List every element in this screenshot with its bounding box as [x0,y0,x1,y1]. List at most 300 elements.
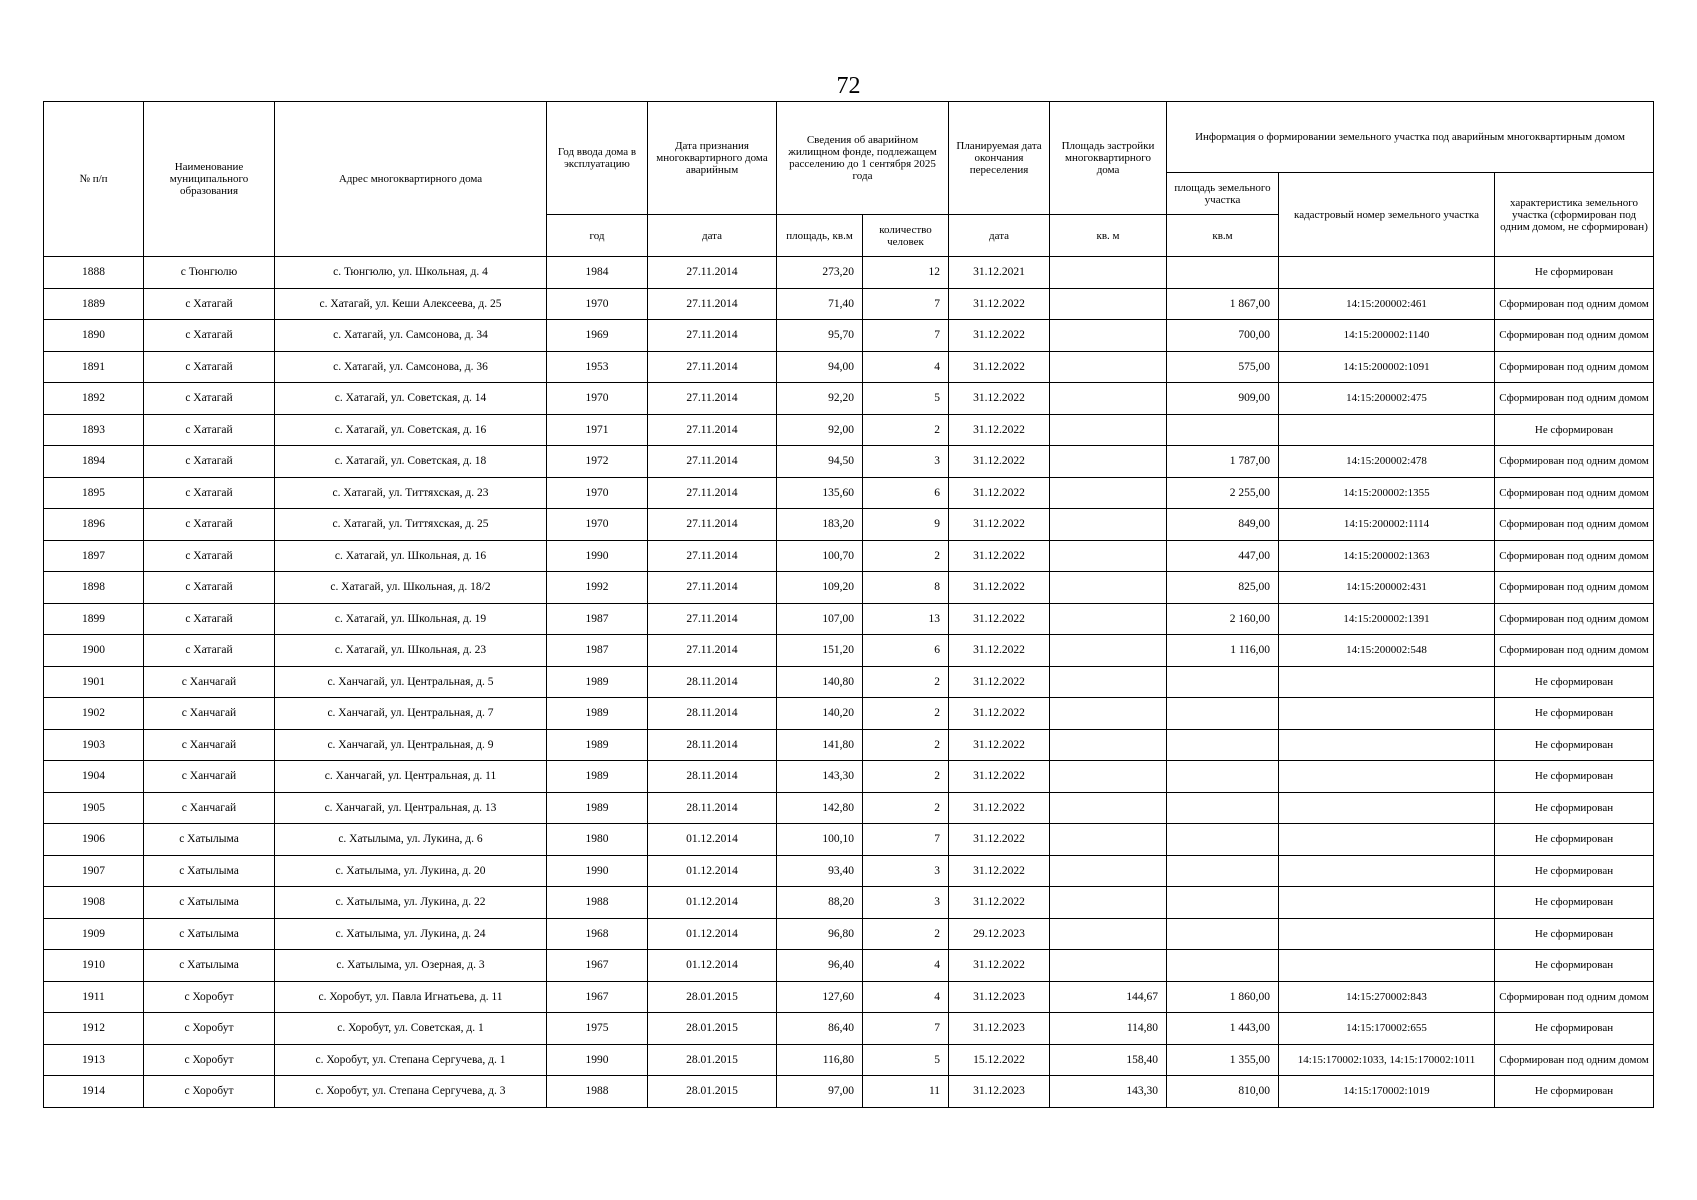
cell-row-number: 1895 [44,477,144,509]
table-row [44,1044,1654,1076]
cell-year: 1953 [547,351,648,383]
unit-people: количество человек [863,215,949,257]
header-fund-info: Сведения об аварийном жилищном фонде, подлежащем расселению до 1 сентября 2025 года [777,102,949,215]
header-no: № п/п [44,102,144,257]
cell-address: с. Ханчагай, ул. Центральная, д. 5 [275,666,547,698]
cell-land-characteristic: Сформирован под одним домом [1495,288,1654,320]
cell-area: 92,20 [777,383,863,415]
cell-year: 1987 [547,635,648,667]
cell-year: 1972 [547,446,648,478]
cell-land-characteristic: Сформирован под одним домом [1495,320,1654,352]
table-row [44,477,1654,509]
cell-land-area [1167,918,1279,950]
cell-municipality: с Хоробут [144,1044,275,1076]
table-row [44,635,1654,667]
cell-people-count: 2 [863,666,949,698]
cell-building-area [1050,383,1167,415]
cell-year: 1975 [547,1013,648,1045]
cell-planned-date: 31.12.2022 [949,824,1050,856]
cell-emergency-date: 27.11.2014 [648,540,777,572]
cell-municipality: с Хатагай [144,351,275,383]
cell-address: с. Хатагай, ул. Школьная, д. 23 [275,635,547,667]
cell-municipality: с Ханчагай [144,792,275,824]
cell-row-number: 1911 [44,981,144,1013]
cell-row-number: 1914 [44,1076,144,1108]
cell-year: 1988 [547,1076,648,1108]
cell-land-area: 2 255,00 [1167,477,1279,509]
cell-emergency-date: 27.11.2014 [648,509,777,541]
header-building-area: Площадь застройки многоквартирного дома [1050,102,1167,215]
cell-building-area: 144,67 [1050,981,1167,1013]
table-row [44,824,1654,856]
cell-building-area [1050,477,1167,509]
cell-year: 1967 [547,950,648,982]
header-planned-date: Планируемая дата окончания переселения [949,102,1050,215]
header-cadastral: кадастровый номер земельного участка [1279,173,1495,257]
cell-row-number: 1902 [44,698,144,730]
cell-year: 1990 [547,540,648,572]
table-row [44,351,1654,383]
cell-cadastral-number [1279,666,1495,698]
cell-emergency-date: 27.11.2014 [648,477,777,509]
cell-building-area [1050,509,1167,541]
cell-year: 1970 [547,288,648,320]
cell-municipality: с Хатагай [144,288,275,320]
cell-year: 1984 [547,257,648,289]
cell-building-area [1050,698,1167,730]
cell-year: 1989 [547,698,648,730]
cell-land-characteristic: Сформирован под одним домом [1495,477,1654,509]
cell-year: 1989 [547,729,648,761]
cell-year: 1968 [547,918,648,950]
cell-emergency-date: 28.01.2015 [648,981,777,1013]
cell-year: 1990 [547,1044,648,1076]
cell-row-number: 1904 [44,761,144,793]
cell-land-area: 2 160,00 [1167,603,1279,635]
cell-cadastral-number: 14:15:200002:431 [1279,572,1495,604]
cell-people-count: 2 [863,761,949,793]
cell-people-count: 2 [863,792,949,824]
cell-planned-date: 29.12.2023 [949,918,1050,950]
cell-cadastral-number: 14:15:200002:475 [1279,383,1495,415]
cell-planned-date: 31.12.2022 [949,414,1050,446]
cell-building-area [1050,351,1167,383]
cell-building-area [1050,635,1167,667]
cell-building-area [1050,855,1167,887]
cell-land-characteristic: Сформирован под одним домом [1495,1044,1654,1076]
cell-land-area: 1 860,00 [1167,981,1279,1013]
cell-land-characteristic: Не сформирован [1495,729,1654,761]
cell-land-characteristic: Не сформирован [1495,824,1654,856]
cell-planned-date: 31.12.2023 [949,1013,1050,1045]
cell-land-characteristic: Не сформирован [1495,414,1654,446]
cell-municipality: с Тюнгюлю [144,257,275,289]
cell-row-number: 1910 [44,950,144,982]
cell-area: 95,70 [777,320,863,352]
cell-row-number: 1896 [44,509,144,541]
cell-municipality: с Ханчагай [144,666,275,698]
cell-address: с. Хатагай, ул. Советская, д. 14 [275,383,547,415]
cell-cadastral-number: 14:15:170002:1019 [1279,1076,1495,1108]
cell-area: 127,60 [777,981,863,1013]
cell-land-area [1167,414,1279,446]
cell-municipality: с Хоробут [144,1013,275,1045]
page-number: 72 [836,73,861,99]
cell-address: с. Хатагай, ул. Самсонова, д. 34 [275,320,547,352]
cell-cadastral-number [1279,918,1495,950]
cell-municipality: с Хатылыма [144,824,275,856]
cell-people-count: 3 [863,887,949,919]
table-row [44,950,1654,982]
cell-row-number: 1903 [44,729,144,761]
table-row [44,792,1654,824]
cell-land-characteristic: Не сформирован [1495,257,1654,289]
cell-emergency-date: 27.11.2014 [648,257,777,289]
cell-municipality: с Хатагай [144,572,275,604]
header-municipality: Наименование муниципального образования [144,102,275,257]
table-row [44,887,1654,919]
cell-row-number: 1899 [44,603,144,635]
cell-planned-date: 31.12.2022 [949,351,1050,383]
table-row [44,509,1654,541]
cell-people-count: 5 [863,383,949,415]
cell-cadastral-number: 14:15:200002:1363 [1279,540,1495,572]
unit-building-area: кв. м [1050,215,1167,257]
cell-cadastral-number [1279,824,1495,856]
cell-planned-date: 31.12.2022 [949,666,1050,698]
cell-address: с. Хатылыма, ул. Озерная, д. 3 [275,950,547,982]
table-row [44,729,1654,761]
cell-building-area [1050,666,1167,698]
cell-land-area [1167,666,1279,698]
cell-row-number: 1901 [44,666,144,698]
cell-building-area [1050,761,1167,793]
cell-emergency-date: 27.11.2014 [648,446,777,478]
cell-area: 96,40 [777,950,863,982]
cell-land-characteristic: Не сформирован [1495,950,1654,982]
cell-emergency-date: 27.11.2014 [648,351,777,383]
cell-year: 1969 [547,320,648,352]
cell-land-characteristic: Сформирован под одним домом [1495,540,1654,572]
header-characteristic: характеристика земельного участка (сформирован под одним домом, не сформирован) [1495,173,1654,257]
header-land-area: площадь земельного участка [1167,173,1279,215]
cell-building-area [1050,918,1167,950]
cell-land-characteristic: Не сформирован [1495,855,1654,887]
table-row [44,981,1654,1013]
cell-people-count: 6 [863,477,949,509]
cell-land-characteristic: Не сформирован [1495,887,1654,919]
cell-year: 1989 [547,761,648,793]
unit-year: год [547,215,648,257]
cell-planned-date: 31.12.2022 [949,320,1050,352]
table-row [44,698,1654,730]
cell-year: 1971 [547,414,648,446]
cell-cadastral-number: 14:15:170002:655 [1279,1013,1495,1045]
cell-land-area [1167,761,1279,793]
unit-planned-date: дата [949,215,1050,257]
cell-emergency-date: 28.11.2014 [648,729,777,761]
cell-area: 107,00 [777,603,863,635]
unit-land-area: кв.м [1167,215,1279,257]
cell-land-characteristic: Не сформирован [1495,918,1654,950]
cell-planned-date: 31.12.2023 [949,1076,1050,1108]
cell-row-number: 1889 [44,288,144,320]
cell-cadastral-number [1279,761,1495,793]
cell-area: 100,10 [777,824,863,856]
table-row [44,855,1654,887]
cell-building-area: 143,30 [1050,1076,1167,1108]
cell-address: с. Хатагай, ул. Титтяхская, д. 23 [275,477,547,509]
cell-area: 96,80 [777,918,863,950]
cell-address: с. Хоробут, ул. Степана Сергучева, д. 1 [275,1044,547,1076]
cell-land-characteristic: Сформирован под одним домом [1495,446,1654,478]
cell-area: 140,80 [777,666,863,698]
cell-address: с. Ханчагай, ул. Центральная, д. 9 [275,729,547,761]
cell-planned-date: 31.12.2022 [949,509,1050,541]
cell-row-number: 1898 [44,572,144,604]
cell-planned-date: 31.12.2022 [949,477,1050,509]
cell-row-number: 1892 [44,383,144,415]
table-row [44,918,1654,950]
table-row [44,572,1654,604]
cell-address: с. Хатылыма, ул. Лукина, д. 6 [275,824,547,856]
cell-address: с. Хатагай, ул. Титтяхская, д. 25 [275,509,547,541]
cell-people-count: 4 [863,351,949,383]
cell-municipality: с Хатагай [144,446,275,478]
cell-cadastral-number [1279,855,1495,887]
cell-area: 142,80 [777,792,863,824]
cell-municipality: с Хатагай [144,414,275,446]
cell-people-count: 13 [863,603,949,635]
cell-land-area [1167,887,1279,919]
cell-people-count: 12 [863,257,949,289]
cell-people-count: 9 [863,509,949,541]
cell-land-area: 1 116,00 [1167,635,1279,667]
cell-emergency-date: 27.11.2014 [648,572,777,604]
cell-building-area [1050,414,1167,446]
cell-address: с. Хоробут, ул. Павла Игнатьева, д. 11 [275,981,547,1013]
cell-row-number: 1891 [44,351,144,383]
cell-building-area [1050,792,1167,824]
cell-year: 1967 [547,981,648,1013]
table-row [44,257,1654,289]
cell-emergency-date: 28.11.2014 [648,666,777,698]
cell-municipality: с Хатагай [144,509,275,541]
cell-planned-date: 15.12.2022 [949,1044,1050,1076]
cell-municipality: с Ханчагай [144,729,275,761]
cell-planned-date: 31.12.2022 [949,603,1050,635]
cell-emergency-date: 28.01.2015 [648,1044,777,1076]
cell-emergency-date: 01.12.2014 [648,918,777,950]
cell-people-count: 2 [863,918,949,950]
cell-municipality: с Хатылыма [144,887,275,919]
cell-emergency-date: 28.11.2014 [648,792,777,824]
cell-cadastral-number [1279,257,1495,289]
unit-area: площадь, кв.м [777,215,863,257]
cell-land-area: 700,00 [1167,320,1279,352]
cell-land-area [1167,698,1279,730]
cell-planned-date: 31.12.2022 [949,572,1050,604]
cell-area: 97,00 [777,1076,863,1108]
cell-cadastral-number [1279,414,1495,446]
cell-people-count: 2 [863,698,949,730]
cell-address: с. Хатагай, ул. Советская, д. 18 [275,446,547,478]
cell-municipality: с Хатылыма [144,918,275,950]
cell-municipality: с Хатылыма [144,950,275,982]
header-land-info: Информация о формировании земельного участка под аварийным многоквартирным домом [1167,102,1654,173]
cell-land-area [1167,824,1279,856]
cell-emergency-date: 01.12.2014 [648,887,777,919]
cell-cadastral-number [1279,887,1495,919]
cell-planned-date: 31.12.2023 [949,981,1050,1013]
table-row [44,1076,1654,1108]
cell-year: 1992 [547,572,648,604]
cell-emergency-date: 01.12.2014 [648,824,777,856]
cell-municipality: с Ханчагай [144,698,275,730]
cell-people-count: 7 [863,824,949,856]
cell-planned-date: 31.12.2022 [949,446,1050,478]
cell-people-count: 8 [863,572,949,604]
cell-people-count: 3 [863,855,949,887]
cell-cadastral-number: 14:15:200002:461 [1279,288,1495,320]
cell-land-characteristic: Сформирован под одним домом [1495,981,1654,1013]
cell-land-area [1167,257,1279,289]
cell-people-count: 2 [863,414,949,446]
cell-address: с. Ханчагай, ул. Центральная, д. 7 [275,698,547,730]
cell-cadastral-number [1279,698,1495,730]
cell-row-number: 1912 [44,1013,144,1045]
cell-emergency-date: 28.01.2015 [648,1013,777,1045]
cell-area: 116,80 [777,1044,863,1076]
cell-area: 88,20 [777,887,863,919]
header-emergency-date: Дата признания многоквартирного дома аварийным [648,102,777,215]
cell-building-area [1050,288,1167,320]
cell-year: 1970 [547,383,648,415]
cell-planned-date: 31.12.2021 [949,257,1050,289]
cell-land-characteristic: Не сформирован [1495,666,1654,698]
cell-land-characteristic: Не сформирован [1495,698,1654,730]
cell-row-number: 1894 [44,446,144,478]
cell-area: 109,20 [777,572,863,604]
cell-area: 94,50 [777,446,863,478]
cell-cadastral-number: 14:15:200002:1114 [1279,509,1495,541]
cell-building-area [1050,887,1167,919]
cell-land-characteristic: Не сформирован [1495,1076,1654,1108]
cell-people-count: 6 [863,635,949,667]
cell-address: с. Хатылыма, ул. Лукина, д. 22 [275,887,547,919]
cell-land-characteristic: Не сформирован [1495,1013,1654,1045]
cell-cadastral-number: 14:15:200002:1140 [1279,320,1495,352]
cell-planned-date: 31.12.2022 [949,288,1050,320]
cell-address: с. Хатагай, ул. Школьная, д. 18/2 [275,572,547,604]
cell-planned-date: 31.12.2022 [949,635,1050,667]
cell-address: с. Тюнгюлю, ул. Школьная, д. 4 [275,257,547,289]
cell-cadastral-number: 14:15:200002:1091 [1279,351,1495,383]
cell-land-area: 1 355,00 [1167,1044,1279,1076]
cell-address: с. Хоробут, ул. Советская, д. 1 [275,1013,547,1045]
cell-area: 94,00 [777,351,863,383]
header-address: Адрес многоквартирного дома [275,102,547,257]
cell-emergency-date: 01.12.2014 [648,950,777,982]
cell-area: 143,30 [777,761,863,793]
cell-planned-date: 31.12.2022 [949,761,1050,793]
cell-row-number: 1888 [44,257,144,289]
table-row [44,446,1654,478]
cell-land-area: 575,00 [1167,351,1279,383]
cell-emergency-date: 27.11.2014 [648,288,777,320]
cell-building-area [1050,257,1167,289]
cell-area: 183,20 [777,509,863,541]
cell-land-area [1167,950,1279,982]
cell-cadastral-number [1279,729,1495,761]
cell-land-characteristic: Не сформирован [1495,761,1654,793]
cell-planned-date: 31.12.2022 [949,855,1050,887]
cell-land-characteristic: Сформирован под одним домом [1495,509,1654,541]
cell-year: 1990 [547,855,648,887]
cell-emergency-date: 28.11.2014 [648,698,777,730]
cell-address: с. Хоробут, ул. Степана Сергучева, д. 3 [275,1076,547,1108]
cell-row-number: 1909 [44,918,144,950]
cell-land-area: 1 867,00 [1167,288,1279,320]
cell-people-count: 4 [863,950,949,982]
cell-building-area [1050,603,1167,635]
cell-emergency-date: 27.11.2014 [648,383,777,415]
table-body [44,257,1654,1108]
cell-row-number: 1908 [44,887,144,919]
cell-municipality: с Хатагай [144,320,275,352]
unit-date: дата [648,215,777,257]
cell-municipality: с Хатагай [144,603,275,635]
cell-building-area [1050,540,1167,572]
cell-emergency-date: 27.11.2014 [648,320,777,352]
cell-year: 1970 [547,509,648,541]
cell-land-characteristic: Не сформирован [1495,792,1654,824]
cell-row-number: 1906 [44,824,144,856]
cell-people-count: 2 [863,540,949,572]
cell-year: 1987 [547,603,648,635]
cell-row-number: 1890 [44,320,144,352]
cell-emergency-date: 01.12.2014 [648,855,777,887]
cell-area: 135,60 [777,477,863,509]
cell-municipality: с Хатагай [144,383,275,415]
cell-cadastral-number: 14:15:200002:478 [1279,446,1495,478]
cell-cadastral-number: 14:15:200002:548 [1279,635,1495,667]
cell-land-area: 825,00 [1167,572,1279,604]
cell-land-area [1167,792,1279,824]
cell-municipality: с Хатагай [144,635,275,667]
cell-address: с. Хатагай, ул. Школьная, д. 16 [275,540,547,572]
cell-year: 1980 [547,824,648,856]
table-row [44,383,1654,415]
cell-people-count: 2 [863,729,949,761]
cell-building-area [1050,320,1167,352]
table-row [44,761,1654,793]
cell-municipality: с Хоробут [144,981,275,1013]
cell-cadastral-number: 14:15:170002:1033, 14:15:170002:1011 [1279,1044,1495,1076]
cell-land-characteristic: Сформирован под одним домом [1495,572,1654,604]
cell-municipality: с Хатагай [144,540,275,572]
cell-planned-date: 31.12.2022 [949,792,1050,824]
cell-area: 141,80 [777,729,863,761]
cell-cadastral-number: 14:15:200002:1355 [1279,477,1495,509]
cell-emergency-date: 28.11.2014 [648,761,777,793]
cell-land-area: 1 443,00 [1167,1013,1279,1045]
cell-land-area: 810,00 [1167,1076,1279,1108]
cell-building-area [1050,729,1167,761]
cell-people-count: 11 [863,1076,949,1108]
cell-row-number: 1913 [44,1044,144,1076]
table-row [44,666,1654,698]
